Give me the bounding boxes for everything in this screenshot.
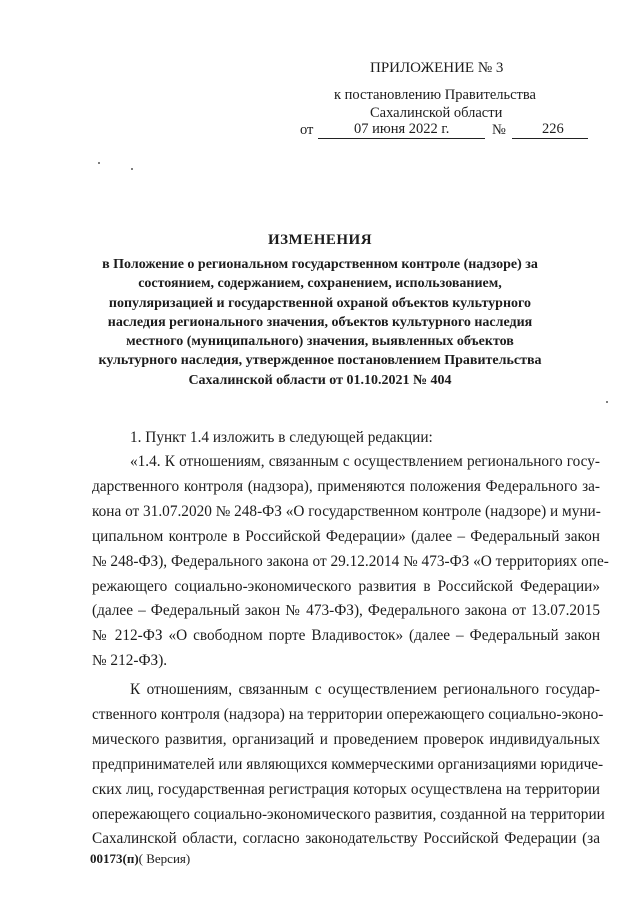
document-footer: [90, 851, 190, 867]
number-label: №: [492, 122, 506, 138]
text-line: ственного контроля (надзора) на территории опережающего социально-эконо-: [92, 706, 604, 723]
subtitle-line: состоянием, содержанием, сохранением, использованием,: [138, 276, 502, 292]
text-line: № 248-ФЗ), Федерального закона от 29.12.2014 № 473-ФЗ «О территориях опе-: [92, 553, 609, 570]
text-line: (далее – Федеральный закон № 473-ФЗ), Федерального закона от 13.07.2015: [92, 602, 600, 619]
text-line: ципальном контроле в Российской Федерации» (далее – Федеральный закон: [92, 528, 600, 545]
subtitle-line: культурного наследия, утвержденное постановлением Правительства: [98, 353, 542, 369]
text-line: предпринимателей или являющихся коммерческими организациями юридиче-: [92, 756, 604, 773]
text-line: К отношениям, связанным с осуществлением регионального государ-: [130, 681, 600, 698]
text-line: опережающего социально-экономического развития, созданной на территории: [92, 806, 605, 823]
resolution-number: 226: [542, 121, 564, 137]
number-underline: [512, 138, 588, 139]
document-version: ( Версия): [138, 851, 191, 866]
region-caption: Сахалинской области: [370, 105, 503, 121]
appendix-title: ПРИЛОЖЕНИЕ № 3: [370, 60, 504, 76]
resolution-caption: к постановлению Правительства: [334, 87, 536, 103]
text-line: мического развития, организаций и проведением проверок индивидуальных: [92, 731, 600, 748]
text-line: Сахалинской области, согласно законодательству Российской Федерации (за: [92, 830, 600, 847]
date-label: от: [300, 122, 314, 138]
document-code: 00173(п): [90, 851, 139, 866]
text-line: кона от 31.07.2020 № 248-ФЗ «О государственном контроле (надзоре) и муни-: [92, 503, 601, 520]
scan-speck: [131, 168, 133, 170]
text-line: «1.4. К отношениям, связанным с осуществлением регионального госу-: [130, 453, 600, 470]
scan-speck: [98, 162, 100, 164]
resolution-date: 07 июня 2022 г.: [354, 121, 450, 137]
date-underline: [318, 138, 485, 139]
changes-heading: ИЗМЕНЕНИЯ: [267, 232, 373, 248]
subtitle: [70, 255, 570, 390]
text-line: дарственного контроля (надзора), применяются положения Федерального за-: [92, 478, 600, 495]
item-1: 1. Пункт 1.4 изложить в следующей редакции:: [130, 429, 433, 446]
subtitle-line: в Положение о региональном государственном контроле (надзоре) за: [102, 257, 538, 272]
text-line: ских лиц, государственная регистрация которых осуществлена на территории: [92, 781, 600, 798]
subtitle-line: популяризацией и государственной охраной объектов культурного: [108, 295, 532, 311]
document-title: [70, 232, 570, 390]
text-line: № 212-ФЗ «О свободном порте Владивосток» (далее – Федеральный закон: [92, 627, 600, 644]
subtitle-line: местного (муниципального) значения, выявленных объектов: [126, 334, 514, 350]
text-line: режающего социально-экономического развития в Российской Федерации»: [92, 578, 600, 595]
scan-speck: [606, 401, 608, 403]
text-line: № 212-ФЗ).: [92, 652, 168, 669]
subtitle-line: наследия регионального значения, объектов культурного наследия: [107, 314, 533, 330]
subtitle-line: Сахалинской области от 01.10.2021 № 404: [188, 372, 452, 388]
